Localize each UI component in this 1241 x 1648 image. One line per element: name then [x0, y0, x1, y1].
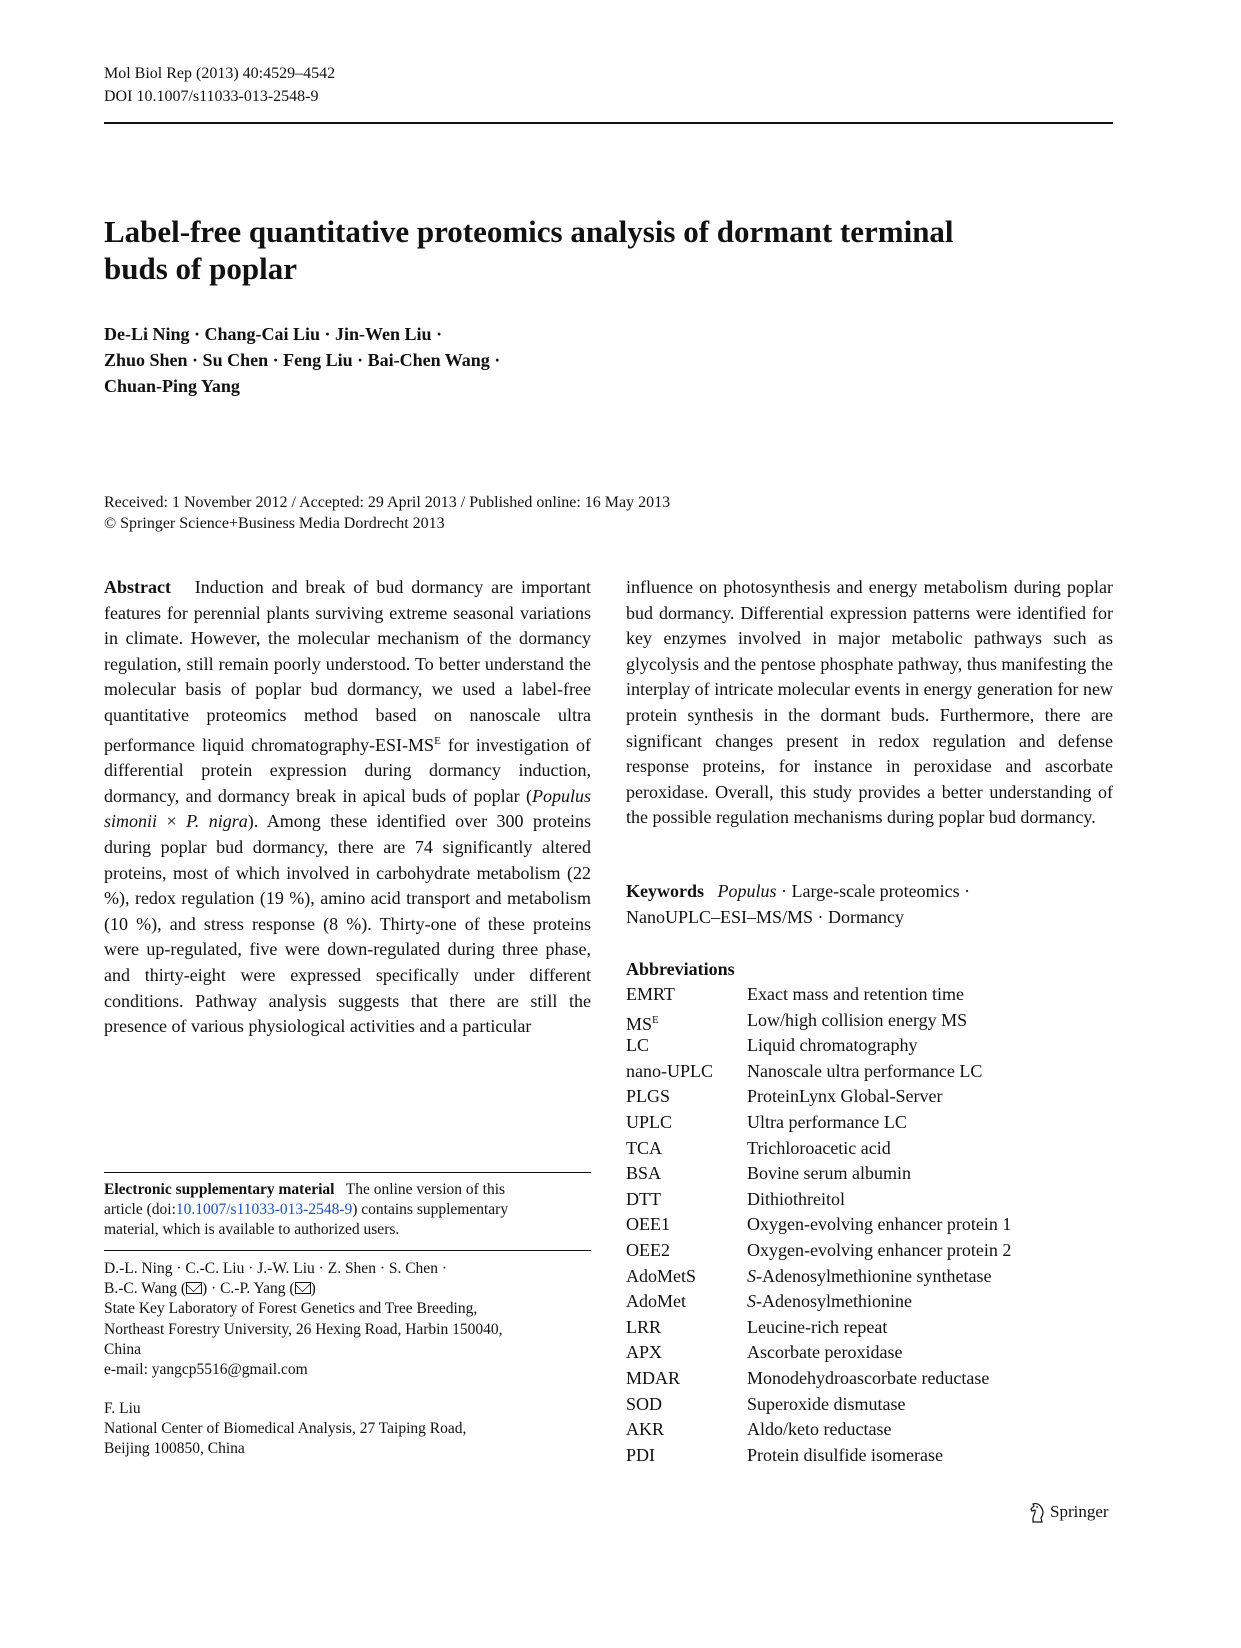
- abbreviation-definition: Nanoscale ultra performance LC: [747, 1060, 983, 1081]
- abbreviation-row: [626, 1161, 1113, 1187]
- abstract-text-1: Induction and break of bud dormancy are important features for perennial plants surviving extreme seasonal variations in climate. However, the molecular mechanism of the dormancy regulation, still remain poorly understood. To better understand the molecular basis of poplar bud dormancy, we used a label-free quantitative proteomics method based on nanoscale ultra performance liquid chromatography-ESI-MS: [104, 577, 592, 755]
- envelope-icon: [186, 1282, 202, 1294]
- abbreviation-term: PDI: [626, 1444, 656, 1465]
- abbreviation-definition: S-Adenosylmethionine: [747, 1291, 912, 1312]
- abbreviation-definition: Dithiothreitol: [747, 1188, 845, 1209]
- abbreviation-definition: Liquid chromatography: [747, 1035, 918, 1056]
- abbreviation-row: [626, 982, 1113, 1008]
- abbreviation-definition: Aldo/keto reductase: [747, 1419, 892, 1440]
- abbreviation-definition: Monodehydroascorbate reductase: [747, 1367, 990, 1388]
- footnote-rule: [104, 1172, 591, 1173]
- corresponding-email[interactable]: e-mail: yangcp5516@gmail.com: [104, 1361, 308, 1379]
- author-line-3: Chuan-Ping Yang: [104, 376, 240, 396]
- abbreviation-term: OEE2: [626, 1239, 670, 1260]
- abbreviation-row: [626, 1187, 1113, 1213]
- title-line-1: Label-free quantitative proteomics analysis of dormant terminal: [104, 214, 954, 249]
- abbreviation-row: [626, 1264, 1113, 1290]
- times-sign: ×: [157, 811, 187, 832]
- abbreviation-term: MDAR: [626, 1367, 681, 1388]
- abbreviation-row: [626, 1059, 1113, 1085]
- abbreviation-term: PLGS: [626, 1086, 671, 1107]
- abbreviation-term: LRR: [626, 1316, 662, 1337]
- abbreviation-definition: Bovine serum albumin: [747, 1163, 911, 1184]
- abbreviation-row: [626, 1084, 1113, 1110]
- abbreviation-term: AKR: [626, 1419, 665, 1440]
- affiliation-rule: [104, 1250, 591, 1251]
- abbreviation-definition: S-Adenosylmethionine synthetase: [747, 1265, 992, 1286]
- abbreviation-row: [626, 1392, 1113, 1418]
- abbreviation-term: DTT: [626, 1188, 661, 1209]
- abbreviation-definition: Ascorbate peroxidase: [747, 1342, 903, 1363]
- abbreviation-row: [626, 1136, 1113, 1162]
- abstract-text-3: ). Among these identified over 300 proteins during poplar bud dormancy, there are 74 significantly altered proteins, most of which involved in carbohydrate metabolism (22 %), redox regulation (19 %), amino acid transport and metabolism (10 %), and stress response (8 %). Thirty-one of these proteins were up-regulated, five were down-regulated during three phase, and thirty-eight were expressed specifically under different conditions. Pathway analysis suggests that there are still the presence of various physiological activities and a particular: [104, 811, 592, 1037]
- abbreviation-term: BSA: [626, 1163, 662, 1184]
- keywords-label: Keywords: [626, 881, 704, 901]
- keyword-line-2: NanoUPLC–ESI–MS/MS · Dormancy: [626, 906, 904, 927]
- abstract-text-2: for investigation of differential protein expression during dormancy induction, dormancy, and dormancy break in apical buds of poplar (: [104, 734, 591, 806]
- abbreviation-row: [626, 1366, 1113, 1392]
- envelope-icon: [295, 1282, 311, 1294]
- abbreviation-term: nano-UPLC: [626, 1060, 713, 1081]
- affiliation-block-2: F. Liu National Center of Biomedical Analysis, 27 Taiping Road, Beijing 100850, China: [104, 1400, 467, 1458]
- springer-knight-icon: [1028, 1501, 1046, 1523]
- keyword-populus: Populus: [717, 881, 777, 901]
- abbreviation-row: [626, 1417, 1113, 1443]
- supplementary-label: Electronic supplementary material: [104, 1181, 335, 1198]
- abbreviation-term: LC: [626, 1035, 650, 1056]
- abbreviation-term: APX: [626, 1342, 663, 1363]
- keywords-block: [626, 879, 1113, 930]
- abbreviation-row: [626, 1443, 1113, 1469]
- keyword-line-1: · Large-scale proteomics ·: [776, 881, 971, 901]
- abbreviation-term: EMRT: [626, 984, 675, 1004]
- doi-line: DOI 10.1007/s11033-013-2548-9: [104, 88, 319, 105]
- abstract-left-column: [104, 575, 591, 1040]
- publication-dates: Received: 1 November 2012 / Accepted: 29 April 2013 / Published online: 16 May 2013: [104, 494, 671, 511]
- abbreviation-row: [626, 1289, 1113, 1315]
- abbreviation-term: AdoMetS: [626, 1265, 697, 1286]
- title-line-2: buds of poplar: [104, 251, 297, 286]
- publisher-logo: [1028, 1501, 1109, 1523]
- abbreviation-definition: Protein disulfide isomerase: [747, 1444, 943, 1465]
- abbreviation-row: [626, 1238, 1113, 1264]
- abbreviation-term: OEE1: [626, 1214, 670, 1235]
- abbreviation-definition: Oxygen-evolving enhancer protein 1: [747, 1214, 1012, 1235]
- abbreviation-definition: Trichloroacetic acid: [747, 1137, 891, 1158]
- abbreviation-term: TCA: [626, 1137, 662, 1158]
- abbreviation-row: [626, 1340, 1113, 1366]
- journal-citation: Mol Biol Rep (2013) 40:4529–4542: [104, 65, 336, 82]
- superscript-e: E: [434, 734, 441, 747]
- publisher-name: Springer: [1050, 1502, 1109, 1521]
- abbreviation-term: UPLC: [626, 1111, 673, 1132]
- article-title: [104, 213, 1064, 287]
- species-name-1: Populus simonii: [104, 785, 591, 832]
- species-name-2: P. nigra: [186, 811, 248, 832]
- abbreviation-row: [626, 1110, 1113, 1136]
- abbreviation-term: AdoMet: [626, 1291, 686, 1312]
- abbreviation-definition: Low/high collision energy MS: [747, 1009, 968, 1030]
- abbreviation-definition: Leucine-rich repeat: [747, 1316, 888, 1337]
- author-line-2: Zhuo Shen · Su Chen · Feng Liu · Bai-Chen Wang ·: [104, 350, 501, 370]
- abbreviation-definition: Ultra performance LC: [747, 1111, 907, 1132]
- abbreviation-term: SOD: [626, 1393, 663, 1414]
- abstract-right-column: influence on photosynthesis and energy metabolism during poplar bud dormancy. Differential expression patterns were identified for key enzymes involved in major metabolic pathways such as glycolysis and the pentose phosphate pathway, thus manifesting the interplay of intricate molecular events in energy generation for new protein synthesis in the dormant buds. Furthermore, there are significant changes present in redox regulation and defense response proteins, for instance in peroxidase and ascorbate peroxidase. Overall, this study provides a better understanding of the possible regulation mechanisms during poplar bud dormancy.: [626, 577, 1113, 828]
- abbreviation-row: [626, 1315, 1113, 1341]
- author-line-1: De-Li Ning · Chang-Cai Liu · Jin-Wen Liu ·: [104, 324, 443, 344]
- abbreviation-definition: Superoxide dismutase: [747, 1393, 906, 1414]
- supplementary-note: Electronic supplementary material The online version of this article (doi:10.1007/s11033-013-2548-9) contains supplementary material, which is available to authorized users.: [104, 1181, 509, 1238]
- abstract-label: Abstract: [104, 577, 171, 597]
- affiliation-block-1: D.-L. Ning · C.-C. Liu · J.-W. Liu · Z. Shen · S. Chen · B.-C. Wang ( ) · C.-P. Yang ( ) State Key Laboratory of Forest Genetics and Tree Breeding, Northeast Forestry University, 26 Hexing Road, Harbin 150040, China e-mail: yangcp5516@gmail.com: [104, 1259, 591, 1380]
- header-rule: [104, 122, 1113, 124]
- abbreviation-term: $MS^E$: [626, 1013, 659, 1034]
- abbreviation-row: [626, 1008, 1113, 1034]
- abbreviation-row: [626, 1212, 1113, 1238]
- copyright-line: © Springer Science+Business Media Dordrecht 2013: [104, 515, 445, 532]
- abbreviations-heading: Abbreviations: [626, 959, 735, 979]
- abbreviation-definition: Exact mass and retention time: [747, 984, 964, 1004]
- supplementary-doi-link[interactable]: 10.1007/s11033-013-2548-9: [175, 1201, 353, 1218]
- abbreviation-definition: Oxygen-evolving enhancer protein 2: [747, 1239, 1012, 1260]
- abbreviations-list: [626, 982, 1113, 1468]
- author-list: [104, 321, 804, 399]
- abbreviation-definition: ProteinLynx Global-Server: [747, 1086, 943, 1107]
- abbreviation-row: [626, 1033, 1113, 1059]
